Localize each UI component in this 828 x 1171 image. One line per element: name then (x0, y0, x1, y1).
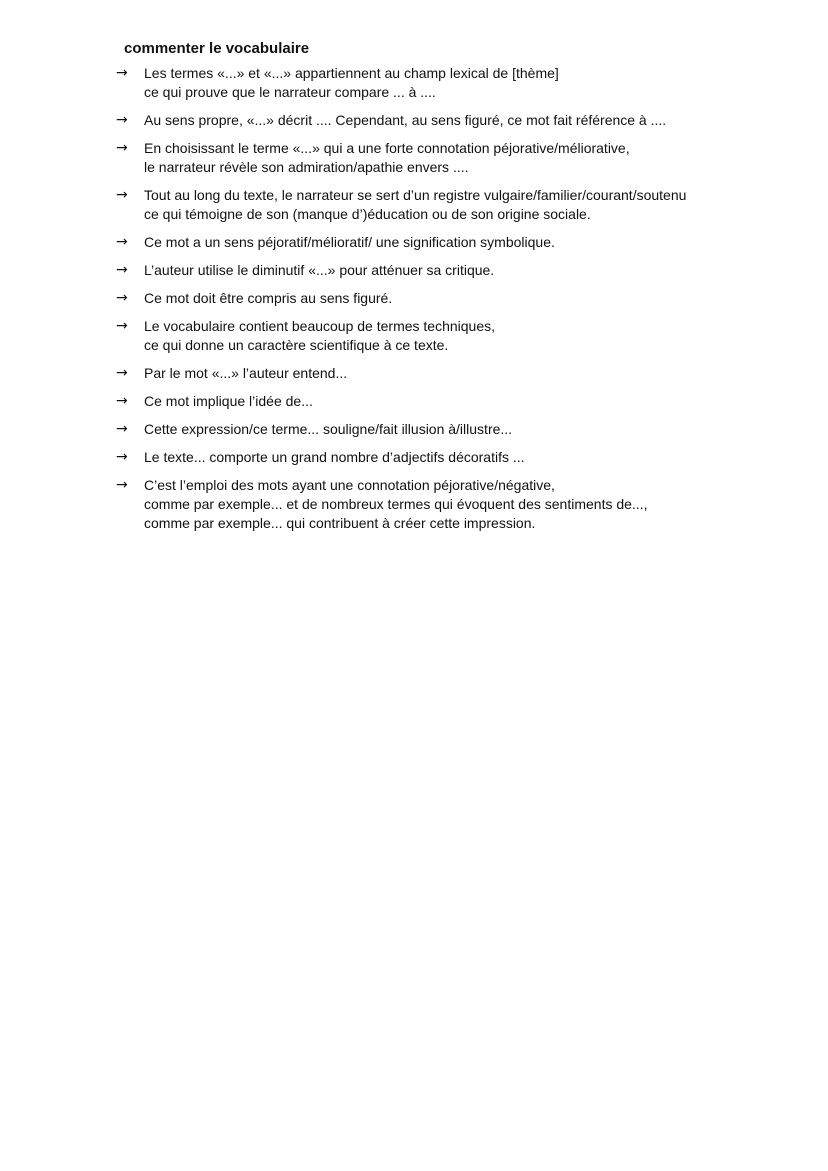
list-item (116, 186, 796, 224)
list-item-line: Cette expression/ce terme... souligne/fait illusion à/illustre... (144, 421, 513, 437)
arrow-right-icon: → (116, 112, 128, 128)
arrow-right-icon: → (116, 262, 128, 278)
list-item-line: Tout au long du texte, le narrateur se sert d’un registre vulgaire/familier/courant/soutenu (144, 187, 687, 203)
arrow-right-icon: → (116, 187, 128, 203)
list-item-line: Ce mot a un sens péjoratif/mélioratif/ une signification symbolique. (144, 234, 555, 250)
list-item-line: le narrateur révèle son admiration/apathie envers .... (144, 159, 469, 175)
list-item (116, 233, 796, 252)
list-item (116, 111, 796, 130)
list-item (116, 64, 796, 102)
arrow-right-icon: → (116, 140, 128, 156)
list-item-line: ce qui témoigne de son (manque d’)éducation ou de son origine sociale. (144, 206, 591, 222)
list-item-line: Ce mot doit être compris au sens figuré. (144, 290, 393, 306)
list-item-line: Le vocabulaire contient beaucoup de termes techniques, (144, 318, 496, 334)
arrow-right-icon: → (116, 234, 128, 250)
list-item-line: Les termes «...» et «...» appartiennent au champ lexical de [thème] (144, 65, 559, 81)
list-item-line: Au sens propre, «...» décrit .... Cependant, au sens figuré, ce mot fait référence à .... (144, 112, 667, 128)
list-item (116, 139, 796, 177)
list-item-line: comme par exemple... qui contribuent à créer cette impression. (144, 515, 536, 531)
phrase-list (116, 64, 796, 542)
arrow-right-icon: → (116, 449, 128, 465)
list-item-line: ce qui prouve que le narrateur compare ... à .... (144, 84, 436, 100)
list-item-line: L’auteur utilise le diminutif «...» pour atténuer sa critique. (144, 262, 495, 278)
arrow-right-icon: → (116, 393, 128, 409)
arrow-right-icon: → (116, 318, 128, 334)
page-title: commenter le vocabulaire (124, 40, 310, 57)
list-item-line: Ce mot implique l’idée de... (144, 393, 313, 409)
list-item (116, 420, 796, 439)
list-item-line: Par le mot «...» l’auteur entend... (144, 365, 348, 381)
arrow-right-icon: → (116, 365, 128, 381)
list-item (116, 261, 796, 280)
list-item-line: ce qui donne un caractère scientifique à ce texte. (144, 337, 449, 353)
list-item (116, 364, 796, 383)
arrow-right-icon: → (116, 477, 128, 493)
list-item-line: comme par exemple... et de nombreux termes qui évoquent des sentiments de..., (144, 496, 648, 512)
arrow-right-icon: → (116, 290, 128, 306)
list-item (116, 392, 796, 411)
arrow-right-icon: → (116, 421, 128, 437)
list-item-line: Le texte... comporte un grand nombre d’adjectifs décoratifs ... (144, 449, 525, 465)
arrow-right-icon: → (116, 65, 128, 81)
list-item (116, 289, 796, 308)
list-item (116, 317, 796, 355)
list-item-line: En choisissant le terme «...» qui a une forte connotation péjorative/méliorative, (144, 140, 630, 156)
list-item (116, 476, 796, 533)
list-item (116, 448, 796, 467)
list-item-line: C’est l’emploi des mots ayant une connotation péjorative/négative, (144, 477, 555, 493)
